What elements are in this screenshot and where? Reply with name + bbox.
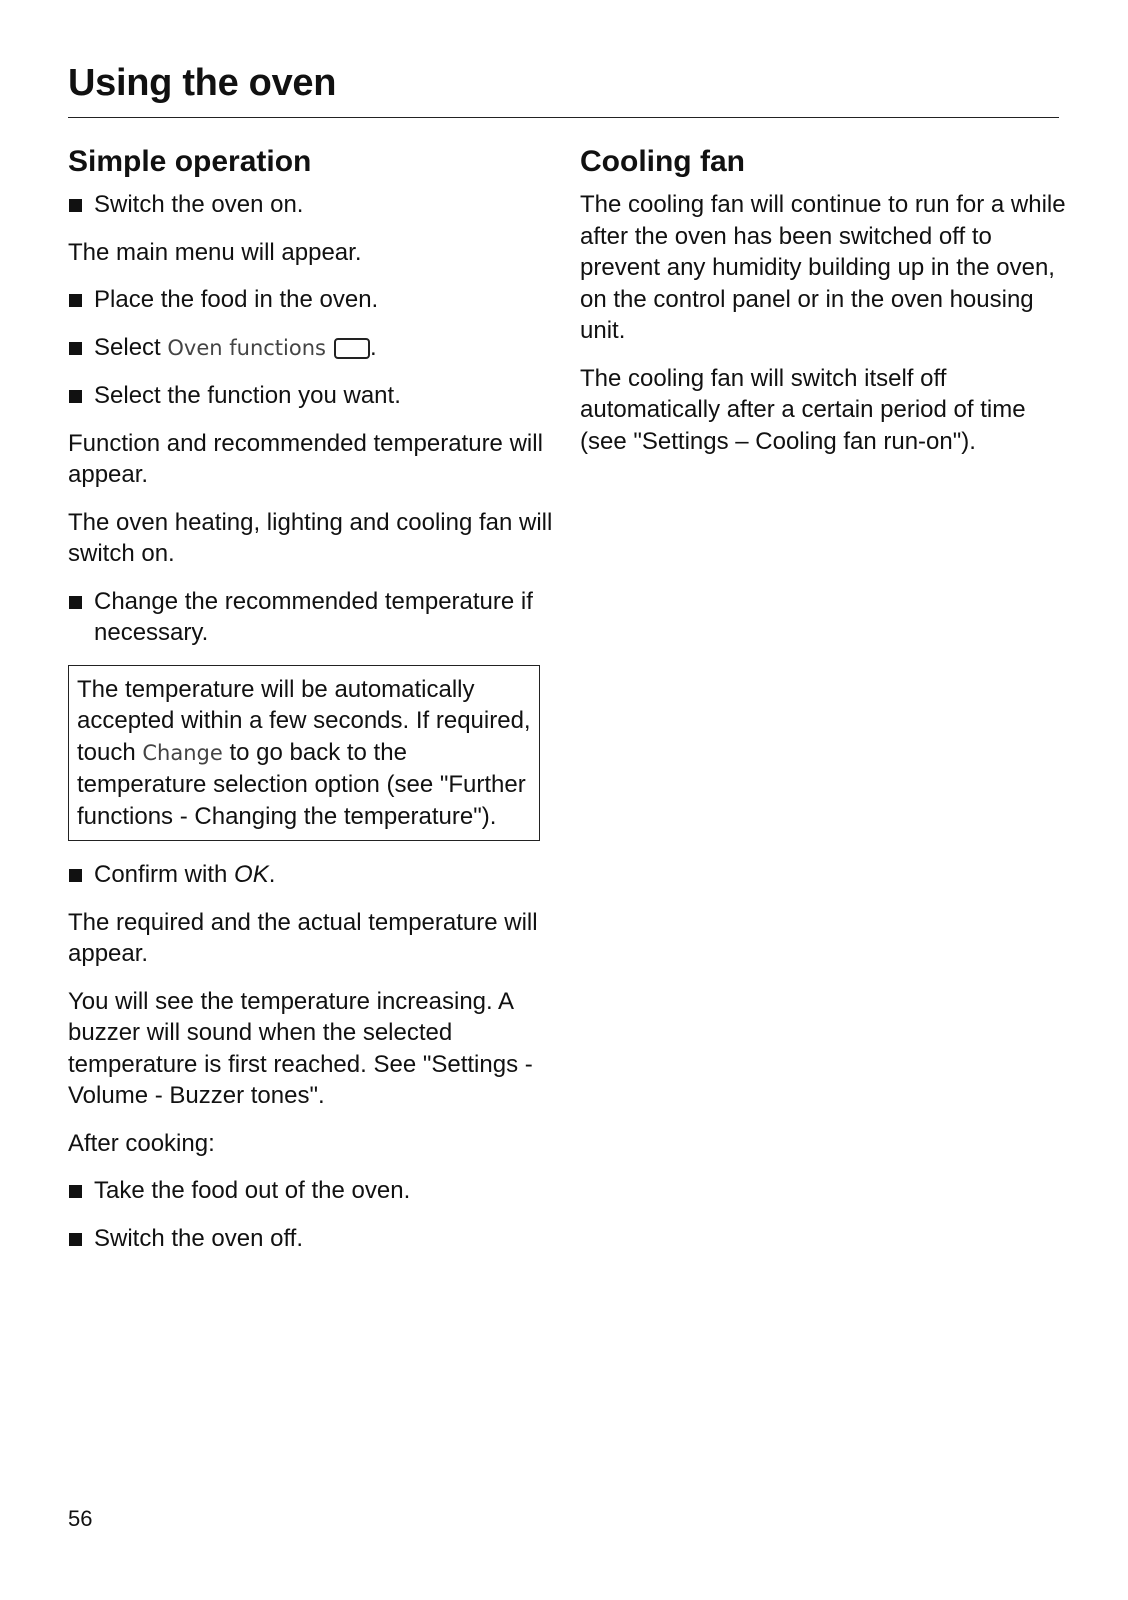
note-text-after: to go back to the temperature selection option (see "Further functions - Changing the temperature"). (77, 738, 526, 830)
change-display-label: Change (142, 740, 223, 765)
cooling-fan-paragraph-1: The cooling fan will continue to run for a while after the oven has been switched off to prevent any humidity building up in the oven, on the control panel or in the oven housing unit. (580, 191, 1066, 344)
temperature-increasing-text: You will see the temperature increasing. A buzzer will sound when the selected temperature is first reached. See "Settings - Volume - Buzzer tones". (68, 987, 533, 1109)
step-switch-on (68, 189, 554, 221)
cooling-fan-paragraph-2: The cooling fan will switch itself off automatically after a certain period of time (see "Settings – Cooling fan run-on"). (580, 364, 1026, 455)
step-place-food (68, 284, 554, 316)
simple-operation-column (68, 143, 554, 1270)
heating-on-text: The oven heating, lighting and cooling fan will switch on. (68, 508, 553, 567)
ok-label: OK (234, 861, 269, 888)
step-text: Take the food out of the oven. (94, 1177, 411, 1204)
oven-functions-key-icon (334, 338, 370, 359)
oven-functions-display-label: Oven functions (167, 335, 326, 360)
step-text-prefix: Select (94, 333, 168, 361)
step-text-suffix: . (369, 333, 377, 361)
title-divider (68, 117, 1059, 118)
step-take-food-out (68, 1175, 554, 1207)
step-text: Place the food in the oven. (94, 286, 379, 313)
cooling-fan-column (580, 143, 1070, 473)
square-bullet-icon (69, 390, 82, 403)
function-appear-text: Function and recommended temperature will appear. (68, 429, 543, 488)
square-bullet-icon (69, 869, 82, 882)
cooling-fan-heading: Cooling fan (580, 145, 745, 178)
step-text-suffix: . (268, 861, 276, 888)
step-text: Change the recommended temperature if necessary. (94, 587, 533, 646)
page-title: Using the oven (68, 62, 337, 104)
step-change-temperature (68, 586, 554, 649)
step-select-oven-functions (68, 332, 554, 365)
step-select-function (68, 380, 554, 412)
square-bullet-icon (69, 199, 82, 212)
square-bullet-icon (69, 596, 82, 609)
page-number: 56 (68, 1506, 93, 1531)
square-bullet-icon (69, 1233, 82, 1246)
temperature-note-box (68, 665, 540, 842)
step-text: Switch the oven on. (94, 191, 304, 218)
after-cooking-text: After cooking: (68, 1129, 215, 1157)
main-menu-text: The main menu will appear. (68, 238, 362, 266)
simple-operation-heading: Simple operation (68, 145, 312, 178)
note-text (77, 674, 531, 833)
square-bullet-icon (69, 342, 82, 355)
step-text: Switch the oven off. (94, 1224, 304, 1252)
step-confirm-ok (68, 859, 554, 891)
note-text-before: The temperature will be automatically accepted within a few seconds. If required, touch (77, 675, 531, 766)
step-text: Select the function you want. (94, 382, 401, 409)
step-text-prefix: Confirm with (94, 861, 235, 888)
square-bullet-icon (69, 1185, 82, 1198)
square-bullet-icon (69, 294, 82, 307)
step-switch-off (68, 1223, 554, 1255)
required-actual-text: The required and the actual temperature will appear. (68, 908, 538, 967)
